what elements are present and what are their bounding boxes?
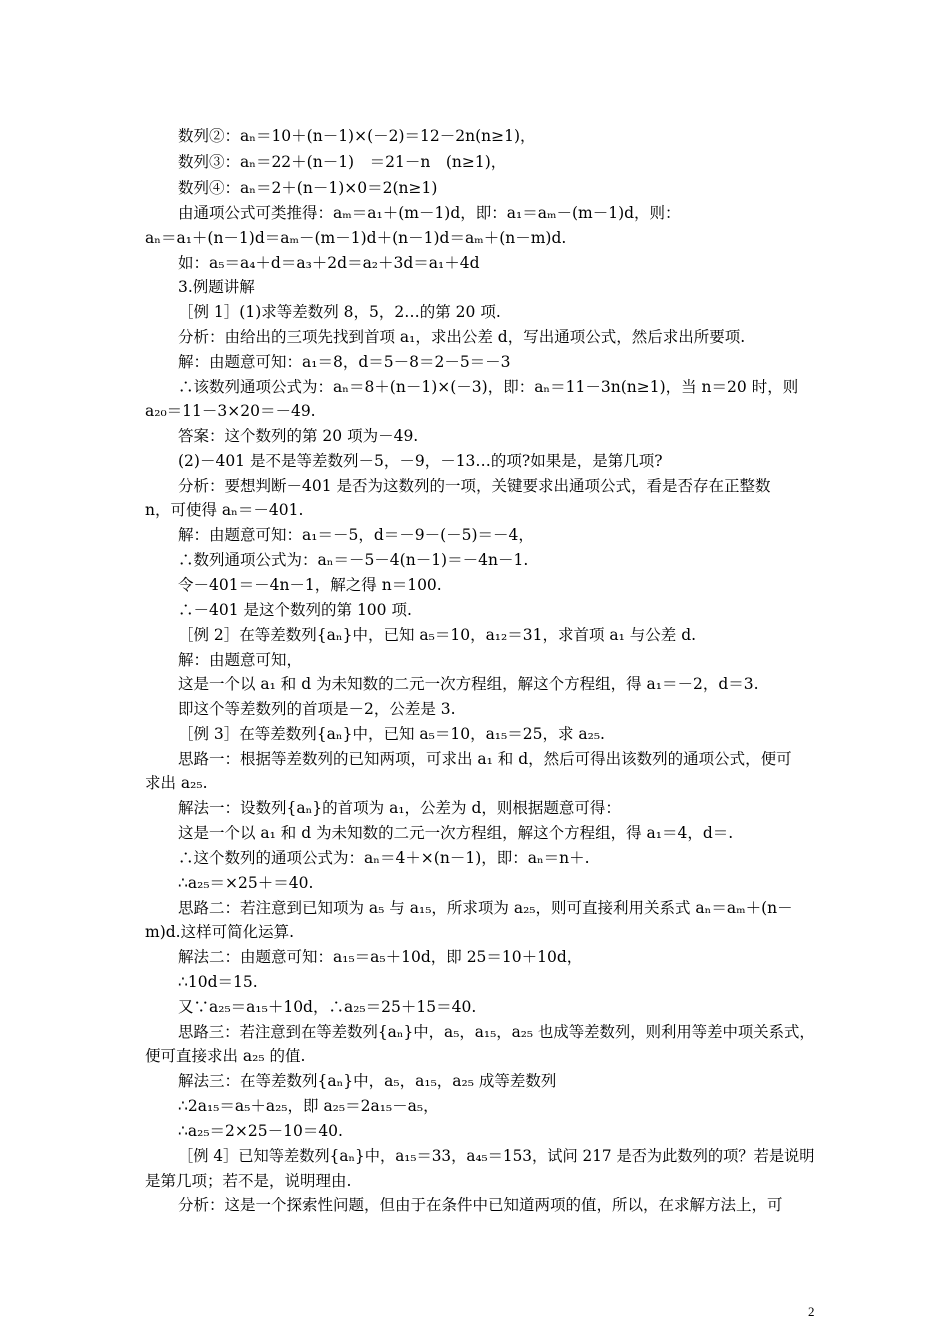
text-line: 即这个等差数列的首项是－2，公差是 3. (178, 700, 456, 718)
text-line: 思路一：根据等差数列的已知两项，可求出 a₁ 和 d，然后可得出该数列的通项公式，便可 (178, 750, 792, 768)
section-heading: 3.例题讲解 (178, 278, 255, 296)
example-heading: ［例 2］在等差数列{aₙ}中，已知 a₅＝10，a₁₂＝31，求首项 a₁ 与公差 d. (178, 626, 697, 644)
text-line: 分析：由给出的三项先找到首项 a₁，求出公差 d，写出通项公式，然后求出所要项. (178, 328, 746, 346)
text-line: 思路二：若注意到已知项为 a₅ 与 a₁₅，所求项为 a₂₅，则可直接利用关系式 aₙ＝aₘ＋(n－ (178, 899, 793, 917)
text-line: ∴a₂₅＝2×25－10＝40. (178, 1122, 343, 1140)
text-line: ∴这个数列的通项公式为：aₙ＝4＋×(n－1)，即：aₙ＝n＋. (178, 849, 590, 867)
text-line: ∴该数列通项公式为：aₙ＝8＋(n－1)×(－3)，即：aₙ＝11－3n(n≥1)，当 n＝20 时，则 (178, 378, 799, 396)
text-line: 思路三：若注意到在等差数列{aₙ}中，a₅，a₁₅，a₂₅ 也成等差数列，则利用等差中项关系式， (178, 1023, 815, 1041)
text-line: 是第几项；若不是，说明理由. (145, 1172, 352, 1190)
text-line: aₙ＝a₁＋(n－1)d＝aₘ－(m－1)d＋(n－1)d＝aₘ＋(n－m)d. (145, 229, 567, 247)
text-line: 数列③：aₙ＝22＋(n－1) ＝21－n (n≥1)， (178, 153, 507, 171)
text-line: 又∵a₂₅＝a₁₅＋10d，∴a₂₅＝25＋15＝40. (178, 998, 477, 1016)
text-line: ∴10d＝15. (178, 973, 258, 991)
text-line: 解：由题意可知：a₁＝8，d＝5－8＝2－5＝－3 (178, 353, 511, 371)
text-line: 如：a₅＝a₄＋d＝a₃＋2d＝a₂＋3d＝a₁＋4d (178, 254, 480, 272)
text-line: 数列④：aₙ＝2＋(n－1)×0＝2(n≥1) (178, 179, 438, 197)
text-line: 分析：这是一个探索性问题，但由于在条件中已知道两项的值，所以，在求解方法上，可 (178, 1196, 783, 1214)
text-line: ∴2a₁₅＝a₅＋a₂₅，即 a₂₅＝2a₁₅－a₅， (178, 1097, 439, 1115)
example-heading: ［例 1］(1)求等差数列 8，5，2…的第 20 项. (178, 303, 501, 321)
text-line: 解：由题意可知， (178, 651, 303, 669)
text-line: n，可使得 aₙ＝－401. (145, 501, 304, 519)
example-heading: ［例 3］在等差数列{aₙ}中，已知 a₅＝10，a₁₅＝25，求 a₂₅. (178, 725, 605, 743)
text-line: 分析：要想判断－401 是否为这数列的一项，关键要求出通项公式，看是否存在正整数 (178, 477, 771, 495)
text-line: 求出 a₂₅. (145, 774, 208, 792)
example-heading: ［例 4］已知等差数列{aₙ}中，a₁₅＝33，a₄₅＝153，试问 217 是否为此数列的项？若是说明 (178, 1147, 815, 1165)
text-line: 答案：这个数列的第 20 项为－49. (178, 427, 419, 445)
text-line: 便可直接求出 a₂₅ 的值. (145, 1047, 306, 1065)
text-line: 解法一：设数列{aₙ}的首项为 a₁，公差为 d，则根据题意可得： (178, 799, 621, 817)
text-line: 解：由题意可知：a₁＝－5，d＝－9－(－5)＝－4， (178, 526, 534, 544)
text-line: 数列②：aₙ＝10＋(n－1)×(－2)＝12－2n(n≥1)， (178, 127, 536, 145)
text-line: ∴数列通项公式为：aₙ＝－5－4(n－1)＝－4n－1. (178, 551, 529, 569)
text-line: 由通项公式可类推得：aₘ＝a₁＋(m－1)d，即：a₁＝aₘ－(m－1)d，则： (178, 204, 681, 222)
text-line: ∴－401 是这个数列的第 100 项. (178, 601, 412, 619)
text-line: 解法二：由题意可知：a₁₅＝a₅＋10d，即 25＝10＋10d， (178, 948, 583, 966)
text-line: (2)－401 是不是等差数列－5，－9，－13…的项?如果是，是第几项? (178, 452, 663, 470)
text-line: m)d.这样可简化运算. (145, 923, 295, 941)
text-line: a₂₀＝11－3×20＝－49. (145, 402, 316, 420)
text-line: 解法三：在等差数列{aₙ}中，a₅，a₁₅，a₂₅ 成等差数列 (178, 1072, 557, 1090)
text-line: 这是一个以 a₁ 和 d 为未知数的二元一次方程组，解这个方程组，得 a₁＝－2，d＝3. (178, 675, 759, 693)
text-line: ∴a₂₅＝×25＋＝40. (178, 874, 314, 892)
page-number: 2 (808, 1304, 815, 1319)
text-line: 令－401＝－4n－1，解之得 n＝100. (178, 576, 442, 594)
text-line: 这是一个以 a₁ 和 d 为未知数的二元一次方程组，解这个方程组，得 a₁＝4，d＝. (178, 824, 734, 842)
